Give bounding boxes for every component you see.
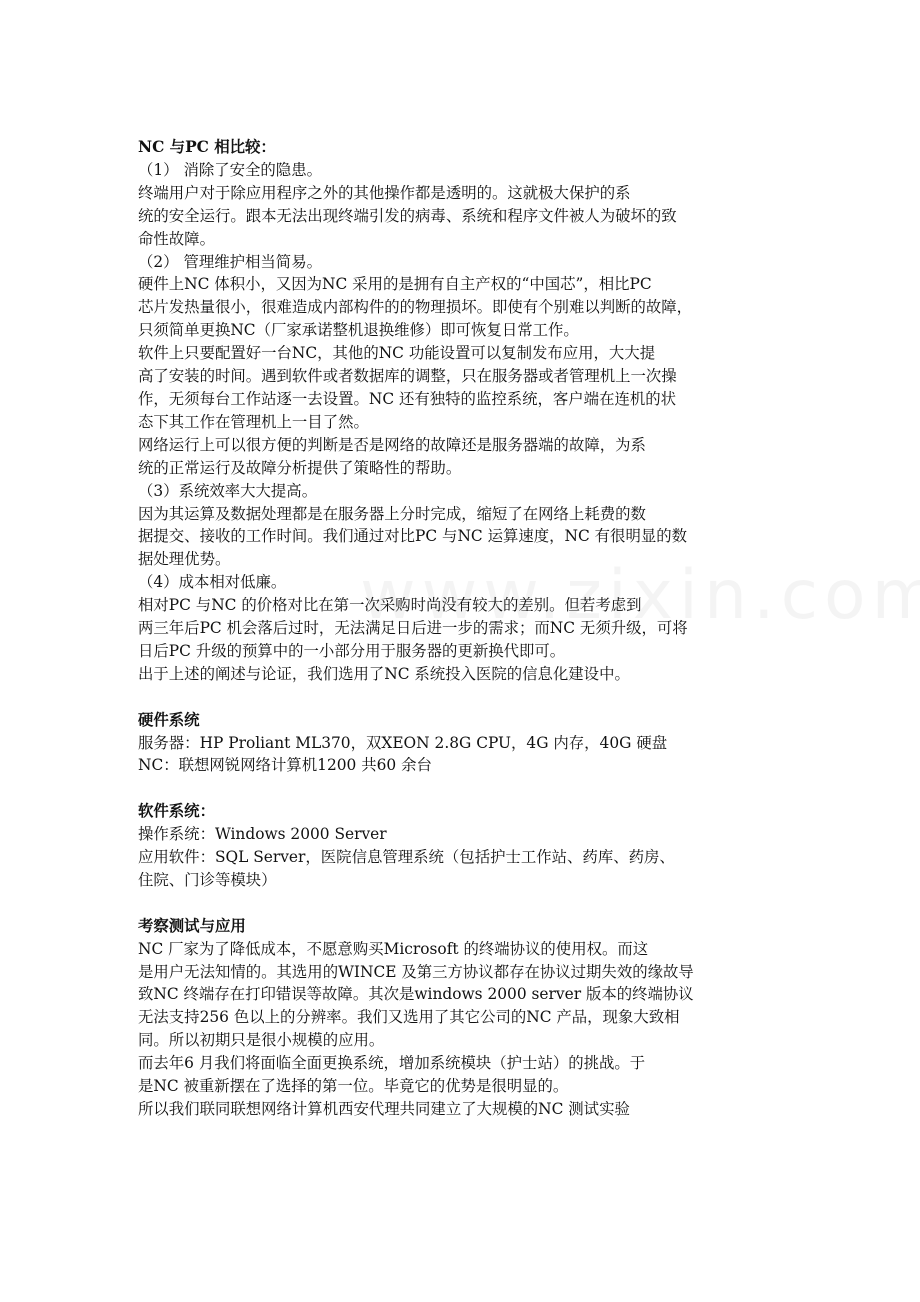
section-heading: NC 与PC 相比较：	[138, 138, 276, 156]
text-line: 日后PC 升级的预算中的一小部分用于服务器的更新换代即可。	[138, 641, 566, 660]
text-line: 所以我们联同联想网络计算机西安代理共同建立了大规模的NC 测试实验	[138, 1100, 630, 1119]
text-line: 作，无须每台工作站逐一去设置。NC 还有独特的监控系统，客户端在连机的状	[138, 389, 677, 408]
text-line: NC 厂家为了降低成本，不愿意购买Microsoft 的终端协议的使用权。而这	[138, 939, 649, 958]
text-line: 态下其工作在管理机上一目了然。	[138, 412, 369, 431]
text-line: 网络运行上可以很方便的判断是否是网络的故障还是服务器端的故障，为系	[138, 435, 646, 454]
text-line: 终端用户对于除应用程序之外的其他操作都是透明的。这就极大保护的系	[138, 183, 631, 202]
text-line: 同。所以初期只是很小规模的应用。	[138, 1031, 385, 1050]
text-line: 只须简单更换NC（厂家承诺整机退换维修）即可恢复日常工作。	[138, 321, 579, 340]
text-line: 统的安全运行。跟本无法出现终端引发的病毒、系统和程序文件被人为破坏的致	[138, 206, 677, 225]
text-line: 是NC 被重新摆在了选择的第一位。毕竟它的优势是很明显的。	[138, 1077, 569, 1096]
text-line: （3）系统效率大大提高。	[138, 481, 318, 500]
text-line: 两三年后PC 机会落后过时，无法满足日后进一步的需求；而NC 无须升级，可将	[138, 619, 688, 638]
document-body	[138, 136, 798, 1121]
text-line: 操作系统：Windows 2000 Server	[138, 825, 387, 844]
text-line: 服务器：HP Proliant ML370，双XEON 2.8G CPU，4G 内存，40G 硬盘	[138, 733, 668, 752]
text-line: 高了安装的时间。遇到软件或者数据库的调整，只在服务器或者管理机上一次操	[138, 367, 677, 386]
text-line: 出于上述的阐述与论证，我们选用了NC 系统投入医院的信息化建设中。	[138, 664, 630, 683]
text-line: 硬件上NC 体积小，又因为NC 采用的是拥有自主产权的“中国芯”，相比PC	[138, 275, 652, 294]
section-heading: 软件系统：	[138, 802, 215, 821]
text-line: 据处理优势。	[138, 550, 231, 569]
text-line: 命性故障。	[138, 229, 215, 248]
text-line: 住院、门诊等模块）	[138, 870, 277, 889]
section-heading: 考察测试与应用	[138, 916, 246, 935]
text-line: 相对PC 与NC 的价格对比在第一次采购时尚没有较大的差别。但若考虑到	[138, 596, 642, 615]
text-line: 应用软件：SQL Server，医院信息管理系统（包括护士工作站、药库、药房、	[138, 848, 675, 867]
paragraph-spacer	[138, 686, 798, 709]
text-line: 因为其运算及数据处理都是在服务器上分时完成，缩短了在网络上耗费的数	[138, 504, 646, 523]
text-line: 是用户无法知情的。其选用的WINCE 及第三方协议都存在协议过期失效的缘故导	[138, 962, 694, 981]
section-heading: 硬件系统	[138, 710, 200, 729]
text-line: 致NC 终端存在打印错误等故障。其次是windows 2000 server 版本的终端协议	[138, 985, 694, 1004]
text-line: 无法支持256 色以上的分辨率。我们又选用了其它公司的NC 产品，现象大致相	[138, 1008, 680, 1027]
text-line: 统的正常运行及故障分析提供了策略性的帮助。	[138, 458, 462, 477]
text-line: 芯片发热量很小，很难造成内部构件的的物理损坏。即使有个别难以判断的故障，	[138, 298, 693, 317]
text-line: 而去年6 月我们将面临全面更换系统，增加系统模块（护士站）的挑战。于	[138, 1054, 646, 1073]
text-line: （4）成本相对低廉。	[138, 573, 287, 592]
text-line: NC：联想网锐网络计算机1200 共60 余台	[138, 756, 432, 775]
text-line: （2） 管理维护相当简易。	[138, 252, 322, 271]
text-line: 据提交、接收的工作时间。我们通过对比PC 与NC 运算速度，NC 有很明显的数	[138, 527, 688, 546]
paragraph-spacer	[138, 892, 798, 915]
paragraph-spacer	[138, 777, 798, 800]
text-line: （1） 消除了安全的隐患。	[138, 160, 322, 179]
text-line: 软件上只要配置好一台NC，其他的NC 功能设置可以复制发布应用，大大提	[138, 344, 656, 363]
